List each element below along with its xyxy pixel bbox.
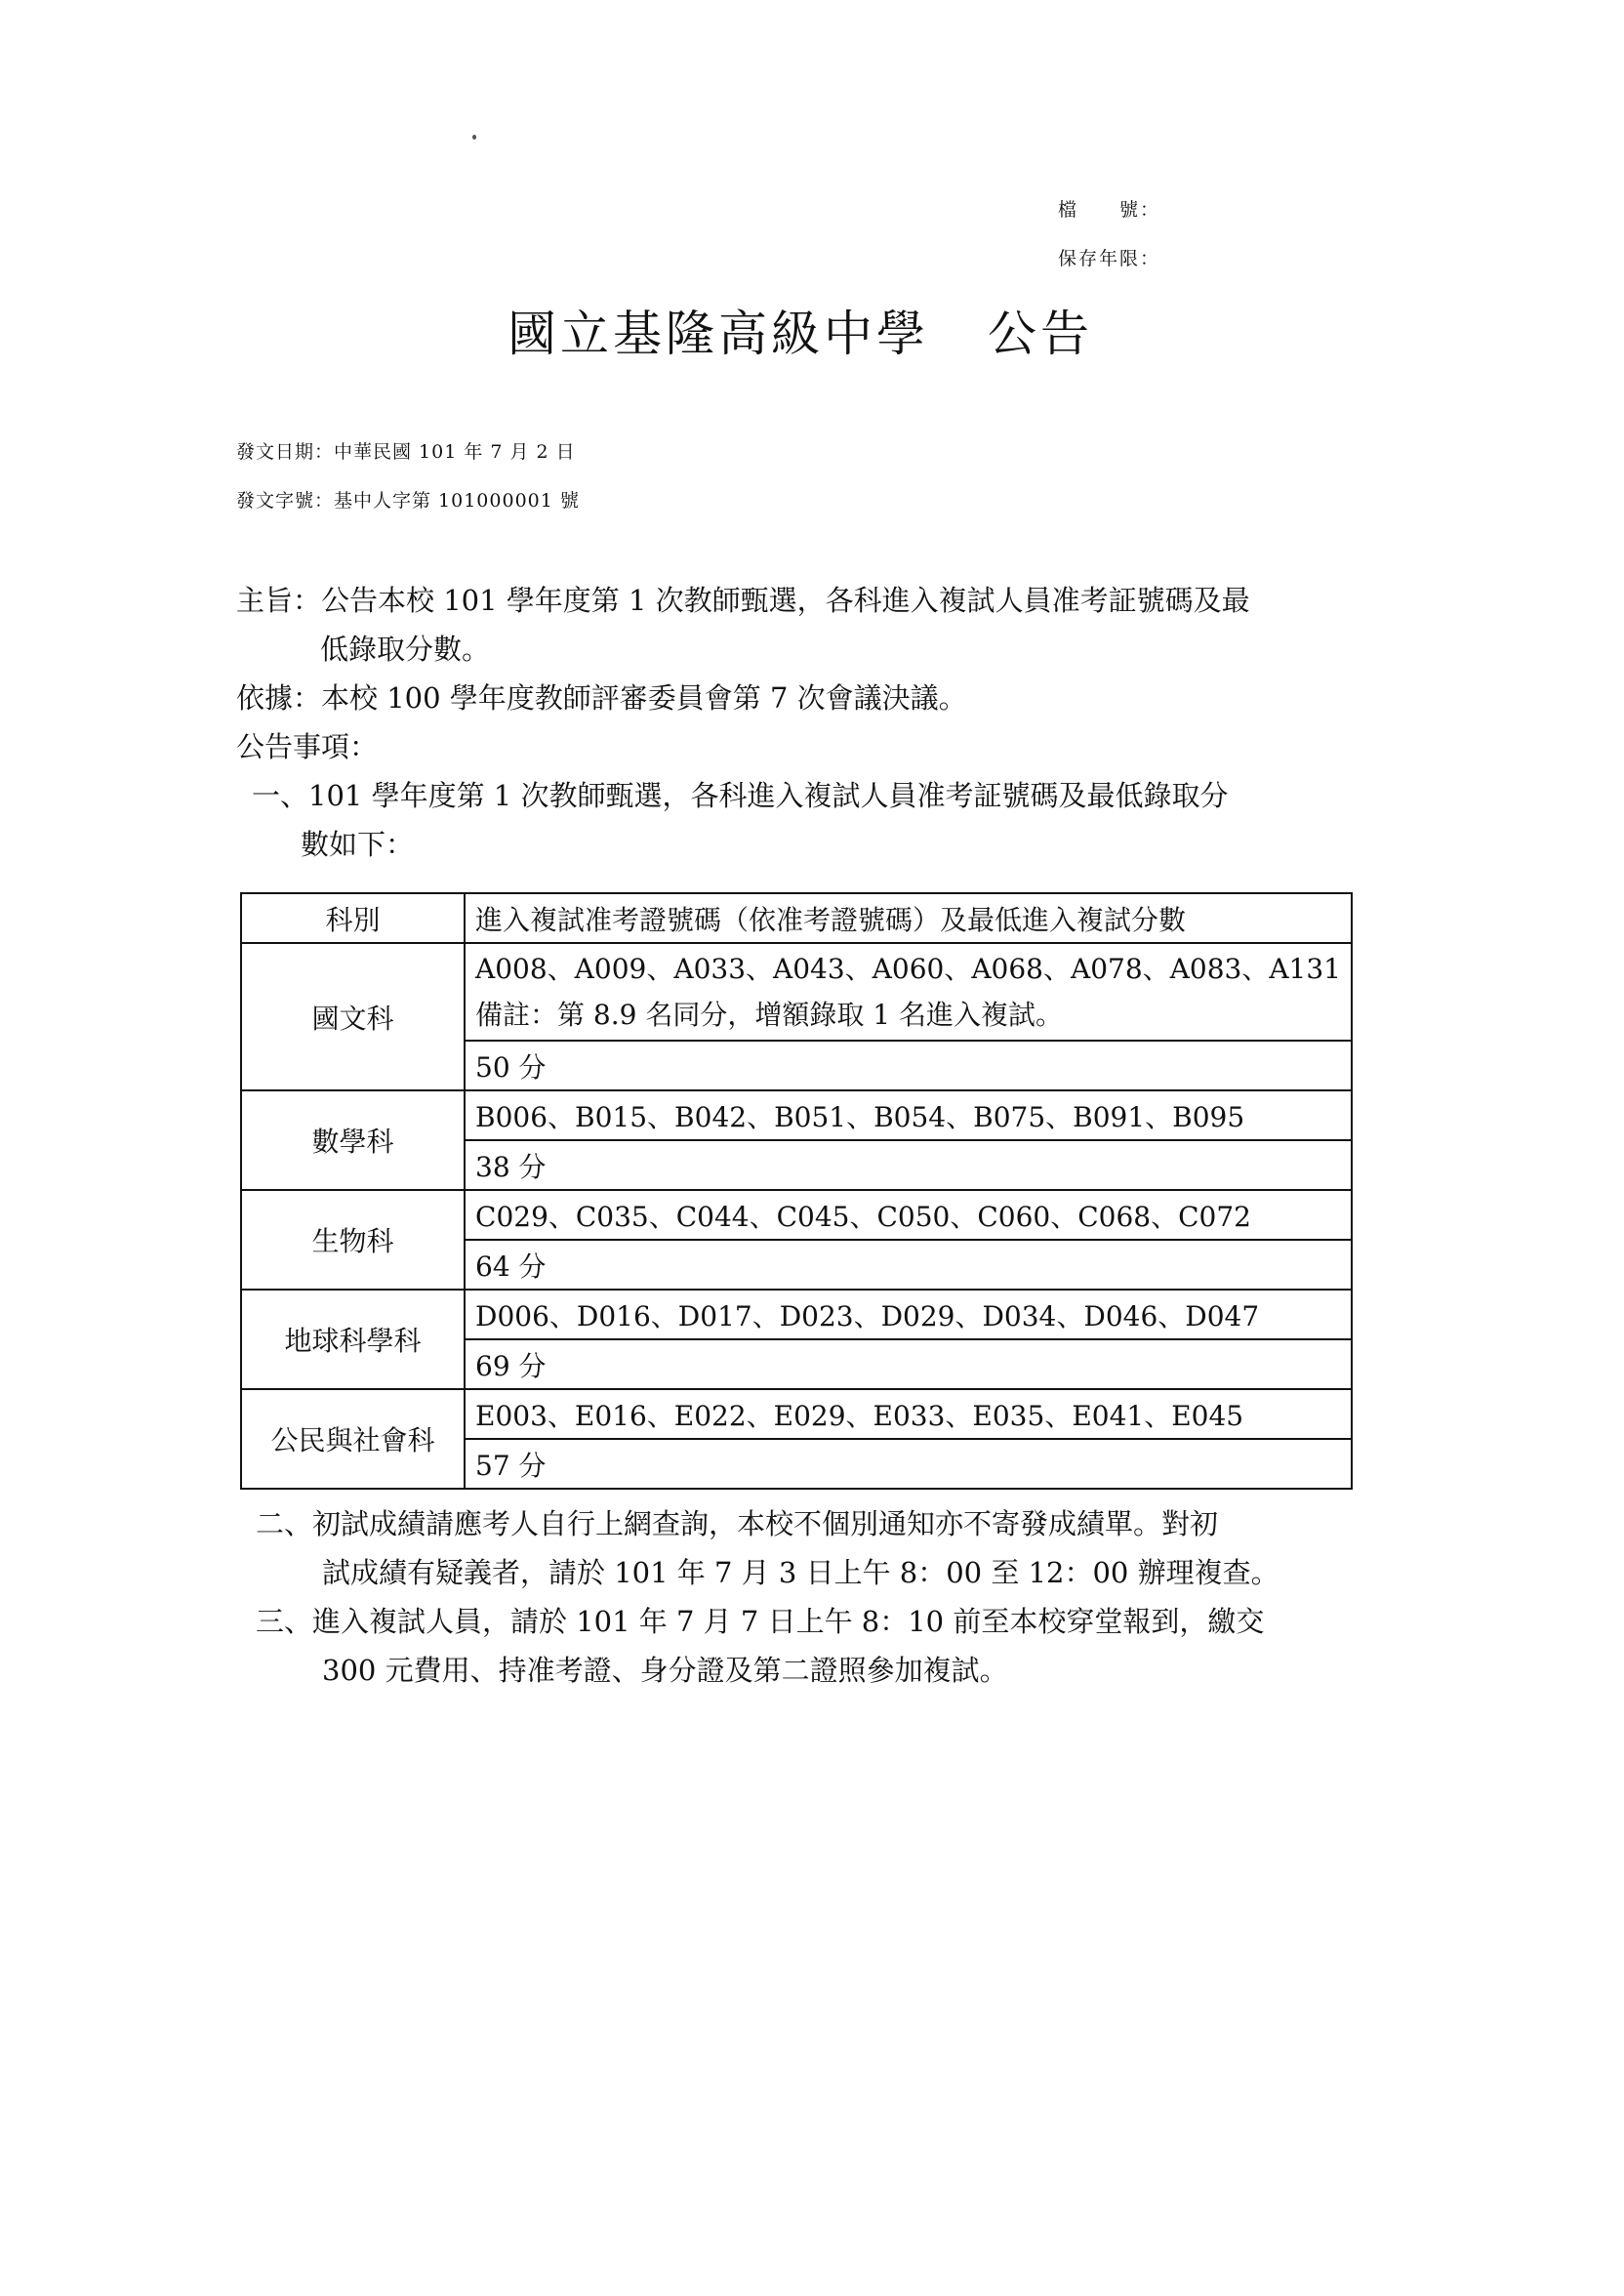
ids-cell: C029、C035、C044、C045、C050、C060、C068、C072 (465, 1190, 1352, 1240)
ids-cell: B006、B015、B042、B051、B054、B075、B091、B095 (465, 1090, 1352, 1140)
table-row (241, 1389, 1352, 1439)
score-cell: 57 分 (465, 1439, 1352, 1489)
issue-number: 發文字號：基中人字第 101000001 號 (236, 490, 580, 512)
item-1-line-1: 一、101 學年度第 1 次教師甄選，各科進入複試人員准考証號碼及最低錄取分 (252, 779, 1229, 812)
subject-line-1: 主旨：公告本校 101 學年度第 1 次教師甄選，各科進入複試人員准考証號碼及最 (236, 584, 1250, 617)
page-title (508, 295, 1093, 365)
ids-cell (465, 943, 1352, 1041)
subject-cell: 國文科 (241, 943, 465, 1090)
basis-paragraph: 依據：本校 100 學年度教師評審委員會第 7 次會議決議。 (236, 681, 967, 715)
score-cell: 69 分 (465, 1339, 1352, 1389)
subject-line-2: 低錄取分數。 (320, 633, 491, 666)
score-cell: 64 分 (465, 1240, 1352, 1290)
score-cell: 38 分 (465, 1140, 1352, 1190)
scan-speck (472, 135, 476, 140)
subject-cell: 數學科 (241, 1090, 465, 1190)
subject-paragraph (236, 576, 1250, 674)
file-number-field (1058, 195, 1160, 222)
ids-text: A008、A009、A033、A043、A060、A068、A078、A083、A131 (475, 953, 1341, 985)
subject-cell: 公民與社會科 (241, 1389, 465, 1489)
item-3 (256, 1597, 1264, 1695)
subject-cell: 生物科 (241, 1190, 465, 1290)
item-3-line-1: 三、進入複試人員，請於 101 年 7 月 7 日上午 8：10 前至本校穿堂報到，繳交 (256, 1605, 1265, 1638)
file-number-label: 檔 號： (1058, 199, 1161, 221)
score-cell: 50 分 (465, 1041, 1352, 1090)
table-row (241, 1190, 1352, 1240)
retention-period-label: 保存年限： (1058, 248, 1161, 269)
item-1-line-2: 數如下： (301, 828, 415, 861)
item-3-line-2: 300 元費用、持准考證、身分證及第二證照參加複試。 (322, 1654, 1008, 1687)
issue-date: 發文日期：中華民國 101 年 7 月 2 日 (236, 441, 576, 463)
note-text: 備註：第 8.9 名同分，增額錄取 1 名進入複試。 (475, 999, 1063, 1031)
item-1 (252, 771, 1228, 869)
org-name: 國立基隆高級中學 (508, 306, 929, 362)
table-row (241, 943, 1352, 1041)
retention-period-field (1058, 244, 1160, 270)
table-row (241, 1290, 1352, 1339)
table-header-row (241, 893, 1352, 943)
header-subject: 科別 (241, 893, 465, 943)
items-heading: 公告事項： (236, 730, 379, 763)
item-2-line-2: 試成績有疑義者，請於 101 年 7 月 3 日上午 8：00 至 12：00 辦理複查。 (322, 1556, 1279, 1589)
subject-cell: 地球科學科 (241, 1290, 465, 1389)
ids-cell: E003、E016、E022、E029、E033、E035、E041、E045 (465, 1389, 1352, 1439)
item-2-line-1: 二、初試成績請應考人自行上網查詢，本校不個別通知亦不寄發成績單。對初 (256, 1507, 1219, 1540)
ids-cell: D006、D016、D017、D023、D029、D034、D046、D047 (465, 1290, 1352, 1339)
table-row (241, 1090, 1352, 1140)
header-ids-score: 進入複試准考證號碼（依准考證號碼）及最低進入複試分數 (465, 893, 1352, 943)
item-2 (256, 1499, 1279, 1597)
results-table (240, 892, 1353, 1490)
doc-type: 公告 (988, 306, 1093, 362)
